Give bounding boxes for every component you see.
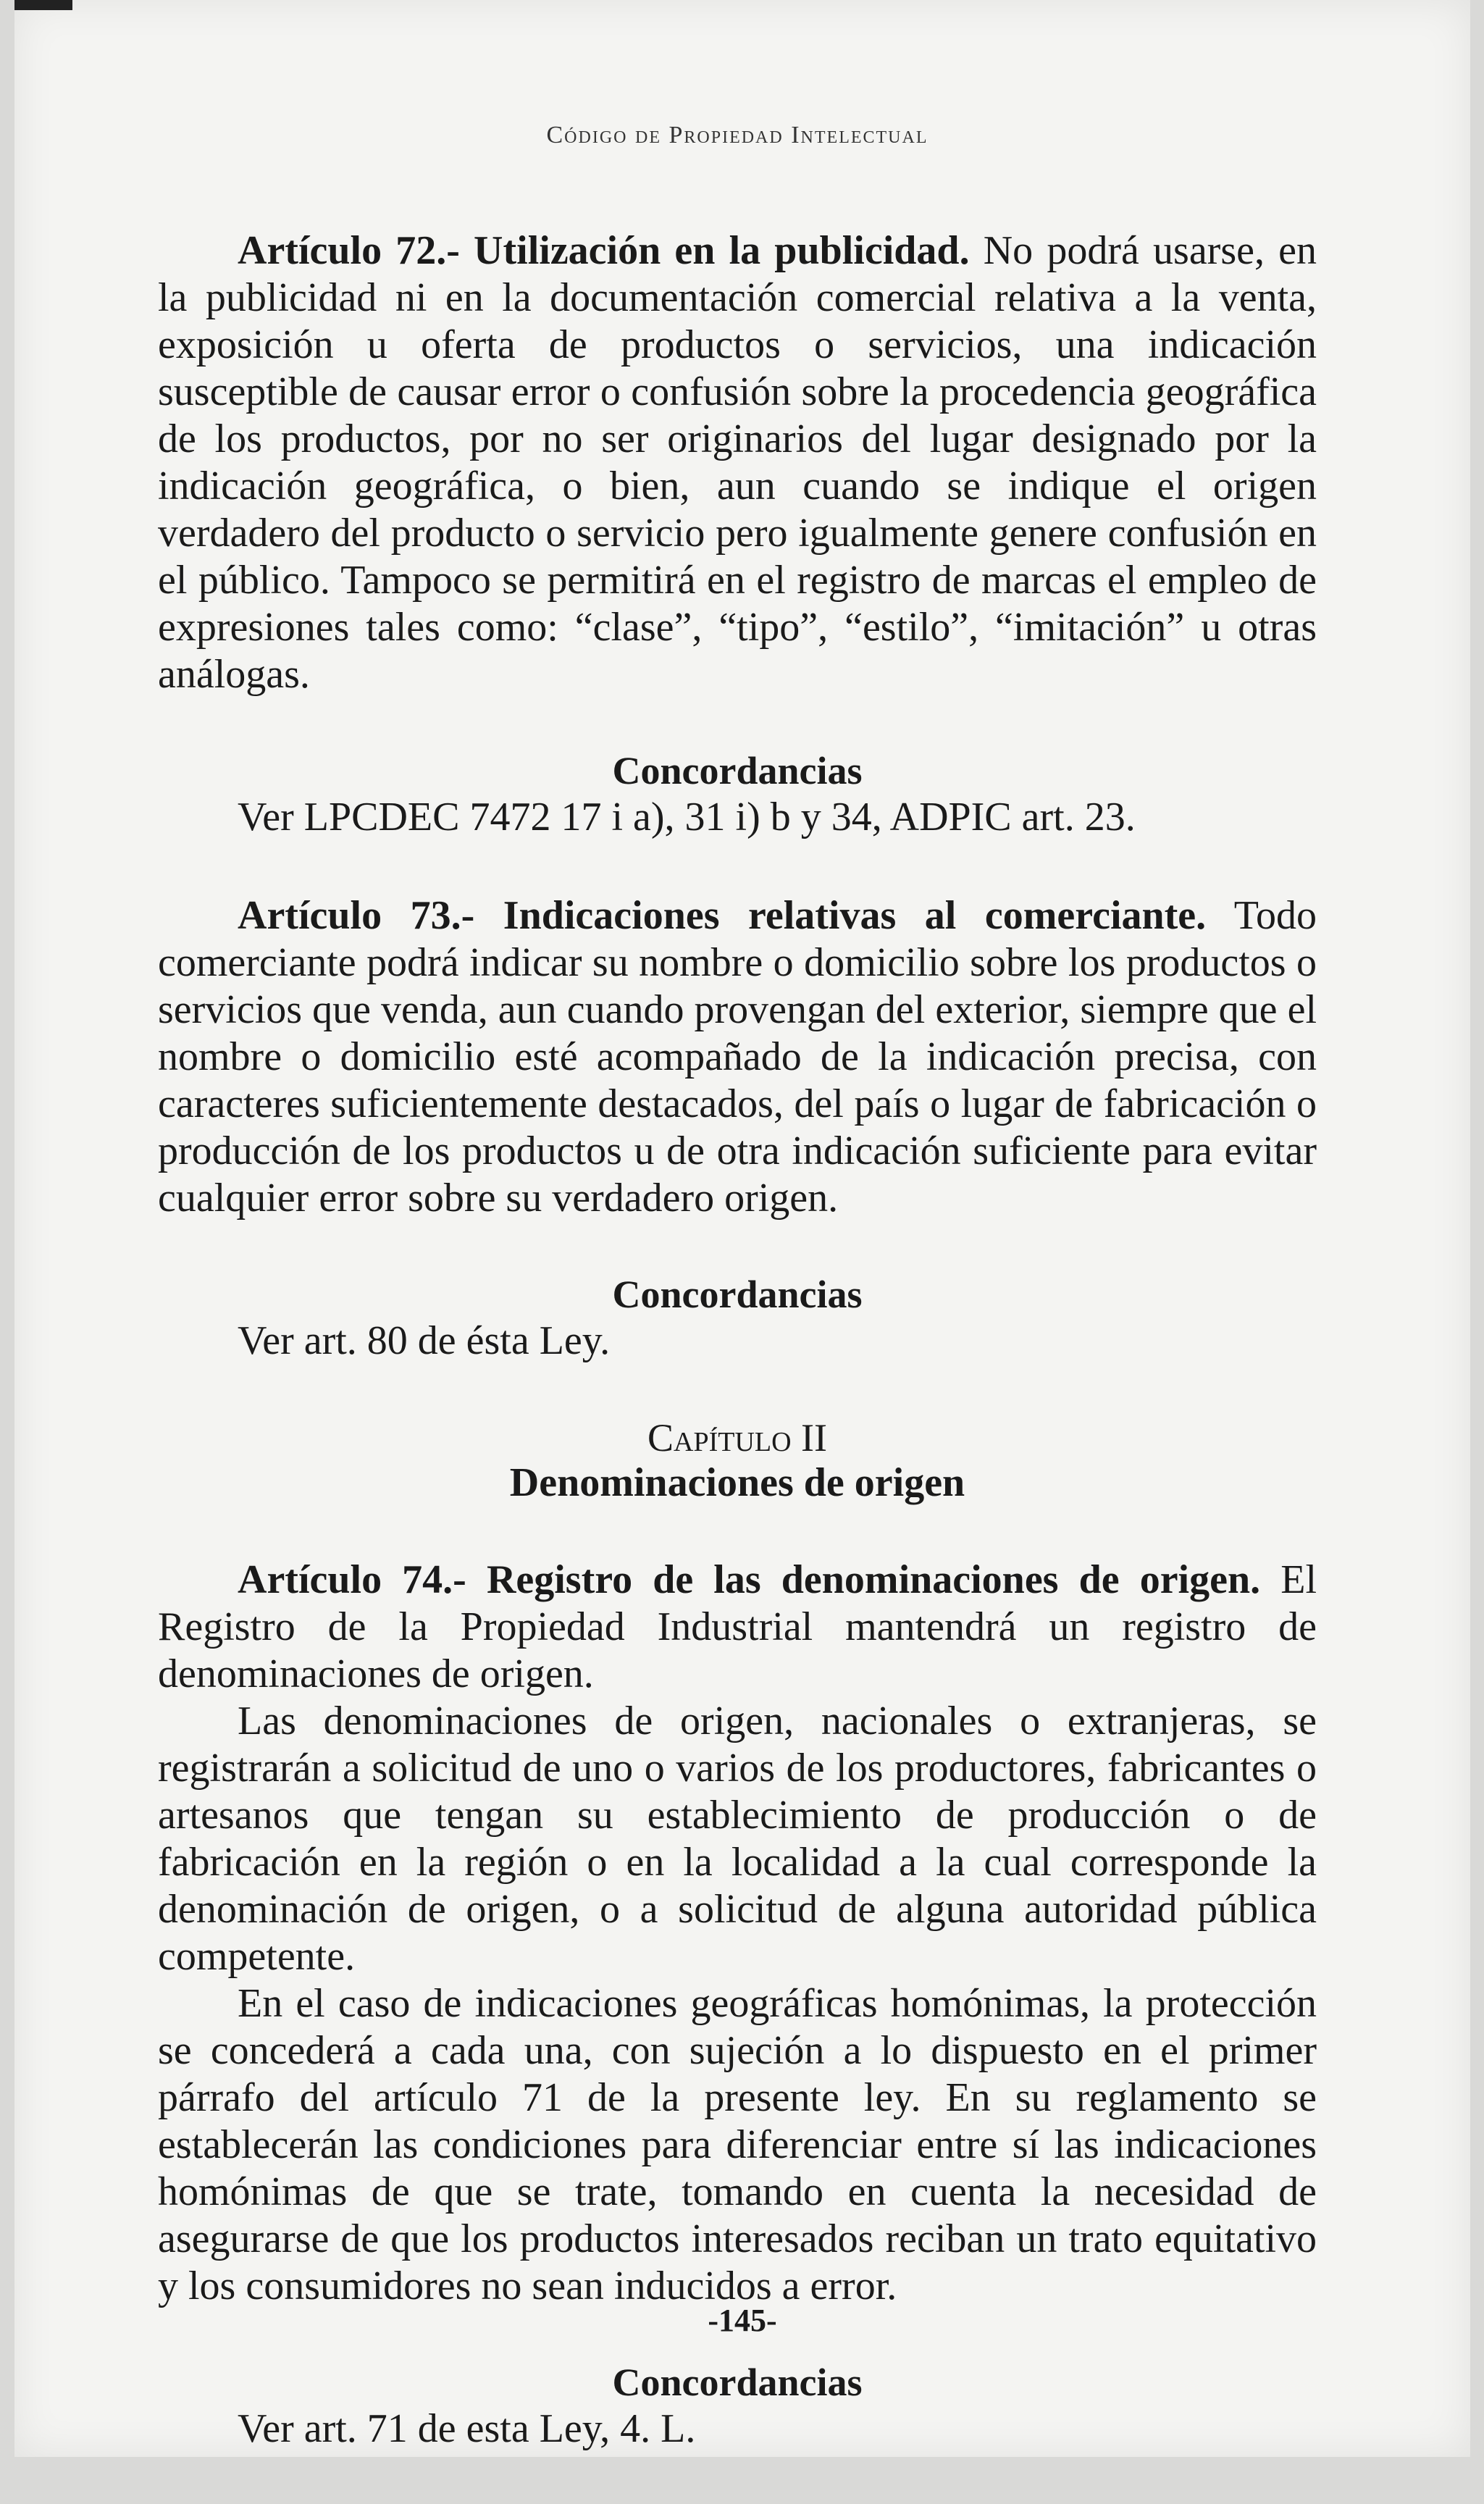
book-page [14, 0, 1470, 2457]
concordancias-text-74: Ver art. 71 de esta Ley, 4. L. [238, 2406, 696, 2451]
chapter-label: Capítulo II [647, 1416, 828, 1460]
chapter-title: Denominaciones de origen [509, 1460, 965, 1505]
article-73-heading: Artículo 73.- Indicaciones relativas al comerciante. [238, 893, 1207, 938]
concordancias-title-74: Concordancias [612, 2361, 863, 2404]
article-74-body-1: El Registro de la Propiedad Industrial mantendrá un registro de denominaciones de origen. [158, 1557, 1317, 1696]
article-74-paragraph-1 [158, 1557, 1317, 1698]
article-72-paragraph [158, 227, 1317, 698]
running-head: Código de Propiedad Intelectual [546, 122, 928, 148]
article-74-heading: Artículo 74.- Registro de las denominaciones de origen. [238, 1557, 1261, 1602]
page-content [158, 109, 1317, 2504]
article-72-body: No podrá usarse, en la publicidad ni en la documentación comercial relativa a la venta, exposición u oferta de productos o servicios, una indicación susceptible de causar error o confusión sobre la procedencia geográfica de los productos, por no ser originarios del lugar designado por la indicación geográfica, o bien, aun cuando se indique el origen verdadero del producto o servicio pero igualmente genere confusión en el público. Tampoco se permitirá en el registro de marcas el empleo de expresiones tales como: “clase”, “tipo”, “estilo”, “imitación” u otras análogas. [158, 228, 1317, 697]
article-73-paragraph [158, 892, 1317, 1222]
article-74-paragraph-3: En el caso de indicaciones geográficas homónimas, la protección se concederá a cada una, con sujeción a lo dispuesto en el primer párrafo del artículo 71 de la presente ley. En su reglamento se establecerán las condiciones para diferenciar entre sí las indicaciones homónimas de que se trate, tomando en cuenta la necesidad de asegurarse de que los productos interesados reciban un trato equitativo y los consumidores no sean inducidos a error. [158, 1981, 1317, 2308]
concordancias-text-72: Ver LPCDEC 7472 17 i a), 31 i) b y 34, ADPIC art. 23. [238, 795, 1136, 839]
page-number: -145- [708, 2303, 777, 2338]
concordancias-text-73: Ver art. 80 de ésta Ley. [238, 1318, 611, 1363]
scan-corner-mark [14, 0, 72, 10]
concordancias-title-73: Concordancias [612, 1273, 863, 1316]
article-73-body: Todo comerciante podrá indicar su nombre o domicilio sobre los productos o servicios que venda, aun cuando provengan del exterior, siempre que el nombre o domicilio esté acompañado de la indicación precisa, con caracteres suficientemente destacados, del país o lugar de fabricación o producción de los productos u de otra indicación suficiente para evitar cualquier error sobre su verdadero origen. [158, 893, 1317, 1220]
article-74-paragraph-2: Las denominaciones de origen, nacionales o extranjeras, se registrarán a solicitud de uno o varios de los productores, fabricantes o artesanos que tengan su establecimiento de producción o de fabricación en la región o en la localidad a la cual corresponde la denominación de origen, o a solicitud de alguna autoridad pública competente. [158, 1699, 1317, 1979]
concordancias-title-72: Concordancias [612, 749, 863, 792]
article-72-heading: Artículo 72.- Utilización en la publicidad. [238, 228, 970, 273]
